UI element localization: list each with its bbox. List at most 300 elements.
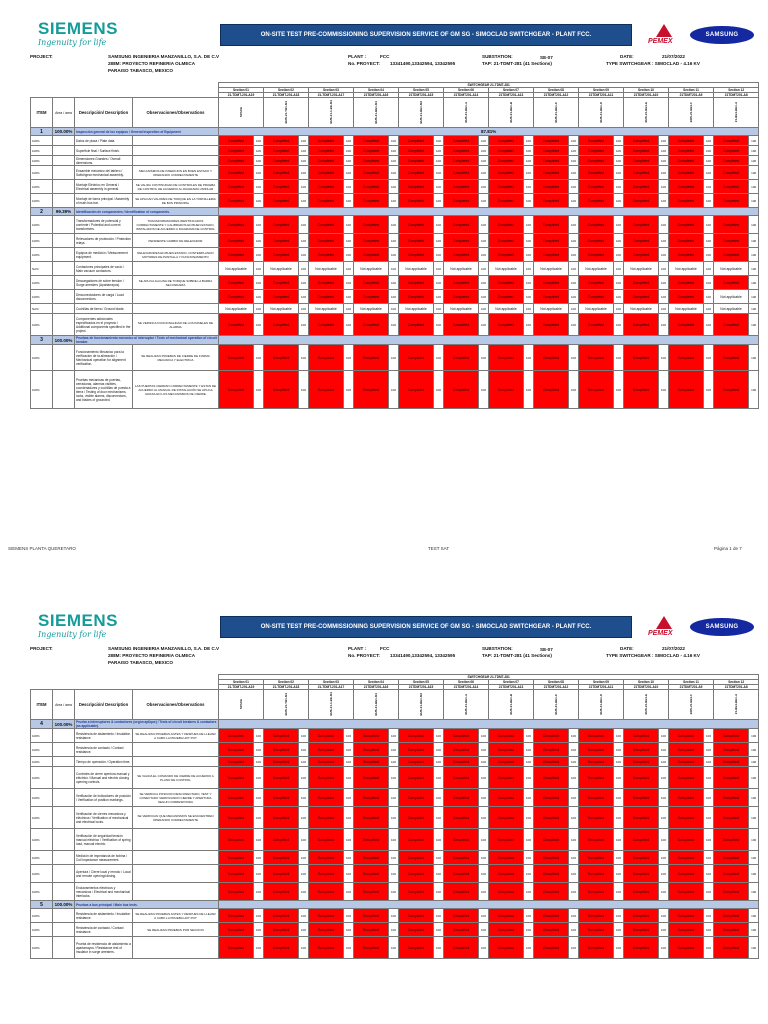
score-cell: 100 bbox=[434, 829, 444, 851]
status-cell: Completed bbox=[219, 166, 254, 180]
status-cell: Completed bbox=[624, 248, 659, 262]
score-cell: 100 bbox=[569, 865, 579, 883]
score-cell: 100 bbox=[659, 923, 669, 937]
score-cell: 100 bbox=[254, 729, 264, 743]
table-row: 100% Controles de cierre apertura manual y eléctrico / Manual and electric closing opening controls. SE VALIDA EL COMANDO DE CIERRE DE ACUERDO A PLANO DE CONTROL Completed 100 Completed 100 Completed 100 Completed 100 Completed 100 Completed 100 Completed 100 Completed 100 Completed 100 Completed 100 Completed 100 Completed 100 bbox=[31, 767, 759, 789]
section-name: Section 01 bbox=[219, 680, 264, 685]
score-cell: 100 bbox=[704, 156, 714, 166]
table-row: NA% Contactores principales de vacío / Main vacuum contactors. Not applicable 100 Not applicable 100 Not applicable 100 Not applicable 100 Not applicable 100 Not applicable 100 Not applicable 100 Not applicable 100 Not applicable 100 Not applicable 100 Not applicable 100 Not applicable 100 bbox=[31, 262, 759, 276]
status-cell: Completed bbox=[309, 909, 344, 923]
status-cell: Completed bbox=[579, 865, 614, 883]
status-cell: Completed bbox=[624, 345, 659, 371]
status-cell: Completed bbox=[264, 865, 299, 883]
status-cell: Not applicable bbox=[444, 262, 479, 276]
score-cell: 100 bbox=[479, 234, 489, 248]
siemens-logo: SIEMENS Ingenuity for life bbox=[38, 19, 119, 47]
section-name: Section 09 bbox=[579, 88, 624, 93]
status-cell: Completed bbox=[579, 909, 614, 923]
status-cell: Completed bbox=[714, 757, 749, 767]
status-cell: Completed bbox=[669, 216, 704, 234]
status-cell: Completed bbox=[714, 216, 749, 234]
status-cell: Completed bbox=[309, 883, 344, 901]
score-cell: 100 bbox=[749, 136, 759, 146]
row-description: Verificación de indicadores de posición / Verification of position markings. bbox=[75, 789, 133, 807]
section-load: BUS-21-BE1-M2 bbox=[399, 690, 444, 720]
row-observation: TRANSFORMADORES IDENTIFICADOS CORRECTAMENTE Y CALIBRADOS EN BUEN ESTADO, INSTALADOS DE ACUERDO A DIAGRAMA DE CONTROL bbox=[133, 216, 219, 234]
score-cell: 100 bbox=[704, 248, 714, 262]
status-cell: Completed bbox=[714, 909, 749, 923]
status-cell: Completed bbox=[309, 829, 344, 851]
section-name: Section 09 bbox=[579, 680, 624, 685]
status-cell: Completed bbox=[624, 767, 659, 789]
score-cell: 100 bbox=[254, 757, 264, 767]
score-cell: 100 bbox=[614, 743, 624, 757]
status-cell: Not applicable bbox=[219, 262, 254, 276]
status-cell: Completed bbox=[669, 757, 704, 767]
score-cell: 100 bbox=[749, 146, 759, 156]
table-row: 100% Desconectadores de carga / Load disconnectors. Completed 100 Completed 100 Completed 100 Completed 100 Completed 100 Completed 100 Completed 100 Completed 100 Completed 100 Completed 100 Completed 100 Not applicable 100 bbox=[31, 290, 759, 304]
status-cell: Completed bbox=[444, 923, 479, 937]
status-cell: Completed bbox=[219, 767, 254, 789]
status-cell: Completed bbox=[579, 743, 614, 757]
score-cell: 100 bbox=[749, 807, 759, 829]
status-cell: Completed bbox=[534, 729, 569, 743]
score-cell: 100 bbox=[434, 865, 444, 883]
score-cell: 100 bbox=[569, 216, 579, 234]
score-cell: 100 bbox=[524, 314, 534, 336]
status-cell: Completed bbox=[399, 276, 434, 290]
score-cell: 100 bbox=[254, 789, 264, 807]
status-cell: Completed bbox=[579, 923, 614, 937]
row-observation bbox=[133, 136, 219, 146]
status-cell: Completed bbox=[219, 807, 254, 829]
score-cell: 100 bbox=[704, 262, 714, 276]
section-code: 21TDMT201-A10 bbox=[624, 685, 669, 690]
status-cell: Completed bbox=[354, 248, 389, 262]
status-cell: Completed bbox=[714, 923, 749, 937]
score-cell: 100 bbox=[524, 767, 534, 789]
status-cell: Completed bbox=[669, 234, 704, 248]
status-cell: Completed bbox=[534, 789, 569, 807]
status-cell: Completed bbox=[399, 314, 434, 336]
col-description: Descripción/ Description bbox=[75, 98, 133, 128]
page-2 bbox=[0, 578, 768, 1024]
row-observation: SE APLICAN VALORES DE TORQUE EN LA TORNILLERIA DE BUS PRINCIPAL bbox=[133, 194, 219, 208]
status-cell: Not applicable bbox=[399, 304, 434, 314]
status-cell: Not applicable bbox=[714, 290, 749, 304]
status-cell: Not applicable bbox=[714, 262, 749, 276]
status-cell: Completed bbox=[264, 156, 299, 166]
status-cell: Completed bbox=[534, 743, 569, 757]
score-cell: 100 bbox=[659, 865, 669, 883]
status-cell: Not applicable bbox=[489, 262, 524, 276]
score-cell: 100 bbox=[479, 767, 489, 789]
status-cell: Completed bbox=[534, 290, 569, 304]
score-cell: 100 bbox=[749, 371, 759, 409]
score-cell: 100 bbox=[479, 314, 489, 336]
switchgear-header: SWITCHGEAR 21-TDMT-281 bbox=[219, 83, 759, 88]
status-cell: Completed bbox=[714, 276, 749, 290]
score-cell: 100 bbox=[659, 729, 669, 743]
status-cell: Completed bbox=[669, 923, 704, 937]
score-cell: 100 bbox=[614, 262, 624, 276]
status-cell: Completed bbox=[309, 248, 344, 262]
status-cell: Completed bbox=[669, 146, 704, 156]
score-cell: 100 bbox=[389, 345, 399, 371]
status-cell: Completed bbox=[669, 743, 704, 757]
score-cell: 100 bbox=[479, 743, 489, 757]
score-cell: 100 bbox=[344, 937, 354, 959]
score-cell: 100 bbox=[659, 807, 669, 829]
score-cell: 100 bbox=[254, 262, 264, 276]
score-cell: 100 bbox=[614, 729, 624, 743]
status-cell: Completed bbox=[579, 345, 614, 371]
score-cell: 100 bbox=[749, 276, 759, 290]
status-cell: Completed bbox=[264, 743, 299, 757]
status-cell: Completed bbox=[714, 789, 749, 807]
status-cell: Completed bbox=[579, 248, 614, 262]
status-cell: Completed bbox=[219, 146, 254, 156]
score-cell: 100 bbox=[659, 345, 669, 371]
score-cell: 100 bbox=[344, 304, 354, 314]
score-cell: 100 bbox=[524, 180, 534, 194]
score-cell: 100 bbox=[479, 909, 489, 923]
row-description: Apertura / Cierre local y remoto / Local and remote opening/closing. bbox=[75, 865, 133, 883]
status-cell: Completed bbox=[669, 248, 704, 262]
score-cell: 100 bbox=[434, 371, 444, 409]
score-cell: 100 bbox=[614, 789, 624, 807]
section-name: Section 03 bbox=[309, 88, 354, 93]
status-cell: Completed bbox=[624, 743, 659, 757]
score-cell: 100 bbox=[479, 290, 489, 304]
score-cell: 100 bbox=[659, 166, 669, 180]
score-cell: 100 bbox=[524, 743, 534, 757]
status-cell: Completed bbox=[579, 216, 614, 234]
status-cell: Completed bbox=[669, 166, 704, 180]
status-cell: Completed bbox=[399, 865, 434, 883]
status-cell: Completed bbox=[714, 345, 749, 371]
status-cell: Completed bbox=[309, 807, 344, 829]
score-cell: 100 bbox=[389, 180, 399, 194]
status-cell: Completed bbox=[399, 345, 434, 371]
status-cell: Completed bbox=[489, 290, 524, 304]
score-cell: 100 bbox=[389, 146, 399, 156]
section-load: BUS-21-BE1-A bbox=[444, 98, 489, 128]
status-cell: Completed bbox=[534, 216, 569, 234]
score-cell: 100 bbox=[569, 937, 579, 959]
score-cell: 100 bbox=[749, 290, 759, 304]
status-cell: Completed bbox=[264, 851, 299, 865]
status-cell: Completed bbox=[444, 807, 479, 829]
test-table-page-2 bbox=[30, 674, 759, 959]
status-cell: Completed bbox=[714, 807, 749, 829]
row-observation bbox=[133, 937, 219, 959]
score-cell: 100 bbox=[254, 371, 264, 409]
status-cell: Completed bbox=[714, 136, 749, 146]
status-cell: Completed bbox=[714, 851, 749, 865]
score-cell: 100 bbox=[344, 248, 354, 262]
col-observations: Observaciones/Observations bbox=[133, 690, 219, 720]
status-cell: Completed bbox=[399, 851, 434, 865]
status-cell: Completed bbox=[399, 290, 434, 304]
score-cell: 100 bbox=[344, 757, 354, 767]
status-cell: Completed bbox=[534, 146, 569, 156]
row-description: Resistencia de contacto / Contact resistance. bbox=[75, 923, 133, 937]
section-code: 21TDMT201-A12 bbox=[534, 93, 579, 98]
status-cell: Completed bbox=[579, 937, 614, 959]
status-cell: Completed bbox=[669, 290, 704, 304]
pemex-logo: PEMEX bbox=[642, 24, 690, 48]
score-cell: 100 bbox=[434, 234, 444, 248]
section-load: BUS-21-BE1-C bbox=[534, 690, 579, 720]
status-cell: Completed bbox=[444, 248, 479, 262]
row-description: Ensamble mecanico del tablero / Switchgear mechanical assembly. bbox=[75, 166, 133, 180]
score-cell: 100 bbox=[749, 234, 759, 248]
score-cell: 100 bbox=[704, 789, 714, 807]
score-cell: 100 bbox=[254, 865, 264, 883]
status-cell: Completed bbox=[444, 937, 479, 959]
status-cell: Completed bbox=[669, 937, 704, 959]
section-load: BUS-21-1-BE-M1 bbox=[309, 98, 354, 128]
score-cell: 100 bbox=[524, 194, 534, 208]
score-cell: 100 bbox=[614, 767, 624, 789]
title-banner: ON-SITE TEST PRE-COMMISSIONING SUPERVISION SERVICE OF GM SG - SIMOCLAD SWITCHGEAR - PLANT FCC. bbox=[220, 616, 632, 638]
section-code: 21-TDMT-201-A19 bbox=[219, 685, 264, 690]
section-code: 21TDMT201-A8 bbox=[714, 93, 759, 98]
status-cell: Completed bbox=[309, 136, 344, 146]
score-cell: 100 bbox=[389, 729, 399, 743]
section-load: BUS-21-BE1-D bbox=[579, 98, 624, 128]
status-cell: Completed bbox=[354, 767, 389, 789]
section-code: 21TDMT201-A13 bbox=[489, 685, 534, 690]
score-cell: 100 bbox=[434, 156, 444, 166]
status-cell: Completed bbox=[624, 136, 659, 146]
score-cell: 100 bbox=[344, 909, 354, 923]
status-cell: Not applicable bbox=[309, 262, 344, 276]
section-name: Section 02 bbox=[264, 88, 309, 93]
score-cell: 100 bbox=[344, 851, 354, 865]
score-cell: 100 bbox=[704, 234, 714, 248]
status-cell: Completed bbox=[489, 789, 524, 807]
status-cell: Completed bbox=[579, 729, 614, 743]
score-cell: 100 bbox=[344, 180, 354, 194]
score-cell: 100 bbox=[479, 371, 489, 409]
table-row: 100% Resistencia de aislamiento / Insulation resistance. SE REALIZAN PRUEBAS ANTES Y DESPUES DE LLEVAR A CABO LA PRUEBA HOT POT Completed 100 Completed 100 Completed 100 Completed 100 Completed 100 Completed 100 Completed 100 Completed 100 Completed 100 Completed 100 Completed 100 Completed 100 bbox=[31, 729, 759, 743]
score-cell: 100 bbox=[254, 136, 264, 146]
row-observation: SE APLICA ALGUNA DE TORQUE SOBRE LA BARRA SECUNDARIA bbox=[133, 276, 219, 290]
score-cell: 100 bbox=[254, 743, 264, 757]
score-cell: 100 bbox=[704, 216, 714, 234]
score-cell: 100 bbox=[749, 923, 759, 937]
status-cell: Completed bbox=[444, 767, 479, 789]
status-cell: Completed bbox=[309, 146, 344, 156]
status-cell: Completed bbox=[489, 314, 524, 336]
score-cell: 100 bbox=[524, 146, 534, 156]
score-cell: 100 bbox=[659, 371, 669, 409]
status-cell: Not applicable bbox=[669, 304, 704, 314]
status-cell: Completed bbox=[444, 314, 479, 336]
status-cell: Completed bbox=[534, 276, 569, 290]
row-observation bbox=[133, 290, 219, 304]
score-cell: 100 bbox=[479, 883, 489, 901]
score-cell: 100 bbox=[344, 146, 354, 156]
status-cell: Completed bbox=[624, 729, 659, 743]
row-description: Resistencia de aislamiento / Insulation resistance. bbox=[75, 729, 133, 743]
row-observation: SE REALIZAN PRUEBAS ANTES Y DESPUES DE LLEVAR A CABO LA PRUEBA HOT POT bbox=[133, 909, 219, 923]
score-cell: 100 bbox=[659, 234, 669, 248]
score-cell: 100 bbox=[254, 276, 264, 290]
score-cell: 100 bbox=[614, 156, 624, 166]
status-cell: Not applicable bbox=[714, 304, 749, 314]
score-cell: 100 bbox=[299, 851, 309, 865]
section-name: Section 11 bbox=[669, 88, 714, 93]
status-cell: Completed bbox=[354, 909, 389, 923]
score-cell: 100 bbox=[434, 807, 444, 829]
col-area: Area / area bbox=[53, 98, 75, 128]
row-observation: SE REALIZAN PRUEBAS ANTES Y DESPUES DE LLEVAR A CABO LA PRUEBA HOT POT bbox=[133, 729, 219, 743]
status-cell: Completed bbox=[624, 937, 659, 959]
score-cell: 100 bbox=[299, 314, 309, 336]
score-cell: 100 bbox=[344, 234, 354, 248]
score-cell: 100 bbox=[704, 314, 714, 336]
section-code: 21-TDMT-201-A18 bbox=[264, 685, 309, 690]
score-cell: 100 bbox=[344, 743, 354, 757]
table-row: 100% Dimensiones Grandes / Overall dimensions. Completed 100 Completed 100 Completed 100 Completed 100 Completed 100 Completed 100 Completed 100 Completed 100 Completed 100 Completed 100 Completed 100 Completed 100 bbox=[31, 156, 759, 166]
row-observation bbox=[133, 262, 219, 276]
status-cell: Completed bbox=[354, 371, 389, 409]
section-code: 21TDMT201-A16 bbox=[354, 93, 399, 98]
status-cell: Completed bbox=[489, 829, 524, 851]
status-cell: Completed bbox=[579, 166, 614, 180]
score-cell: 100 bbox=[299, 216, 309, 234]
section-code: 21TDMT201-A15 bbox=[399, 93, 444, 98]
score-cell: 100 bbox=[569, 371, 579, 409]
table-row: 100% Descargadores de sobre tension / Surge arresters (Apartarrayos). SE APLICA ALGUNA DE TORQUE SOBRE LA BARRA SECUNDARIA Completed 100 Completed 100 Completed 100 Completed 100 Completed 100 Completed 100 Completed 100 Completed 100 Completed 100 Completed 100 Completed 100 Completed 100 bbox=[31, 276, 759, 290]
status-cell: Completed bbox=[354, 807, 389, 829]
status-cell: Completed bbox=[309, 789, 344, 807]
col-description: Descripción/ Description bbox=[75, 690, 133, 720]
score-cell: 100 bbox=[749, 194, 759, 208]
table-row: 100% Resistencia de contacto / Contact resistance. Completed 100 Completed 100 Completed 100 Completed 100 Completed 100 Completed 100 Completed 100 Completed 100 Completed 100 Completed 100 Completed 100 Completed 100 bbox=[31, 743, 759, 757]
status-cell: Completed bbox=[264, 789, 299, 807]
score-cell: 100 bbox=[524, 234, 534, 248]
score-cell: 100 bbox=[614, 276, 624, 290]
group-row: 4 100.00% Prueba a interruptores & contactores (según aplique) / Tests of circuit breakers & contactors (as applicable). bbox=[31, 720, 759, 729]
status-cell: Completed bbox=[399, 146, 434, 156]
status-cell: Completed bbox=[309, 194, 344, 208]
score-cell: 100 bbox=[704, 136, 714, 146]
samsung-logo: SAMSUNG bbox=[690, 618, 754, 636]
score-cell: 100 bbox=[659, 883, 669, 901]
status-cell: Completed bbox=[219, 851, 254, 865]
status-cell: Completed bbox=[219, 757, 254, 767]
score-cell: 100 bbox=[389, 851, 399, 865]
score-cell: 100 bbox=[524, 829, 534, 851]
score-cell: 100 bbox=[749, 767, 759, 789]
status-cell: Completed bbox=[444, 865, 479, 883]
score-cell: 100 bbox=[254, 180, 264, 194]
row-description: Resistencia de contacto / Contact resistance. bbox=[75, 743, 133, 757]
status-cell: Not applicable bbox=[219, 304, 254, 314]
status-cell: Completed bbox=[579, 883, 614, 901]
status-cell: Completed bbox=[714, 146, 749, 156]
section-load: BUS-21-BE1-F bbox=[669, 690, 714, 720]
status-cell: Completed bbox=[399, 743, 434, 757]
status-cell: Completed bbox=[534, 194, 569, 208]
score-cell: 100 bbox=[659, 262, 669, 276]
status-cell: Completed bbox=[624, 789, 659, 807]
status-cell: Completed bbox=[489, 216, 524, 234]
score-cell: 100 bbox=[569, 146, 579, 156]
row-observation: SE REALIZAN PRUEBAS POR SECCION bbox=[133, 923, 219, 937]
status-cell: Completed bbox=[309, 314, 344, 336]
status-cell: Completed bbox=[624, 807, 659, 829]
score-cell: 100 bbox=[749, 883, 759, 901]
score-cell: 100 bbox=[389, 371, 399, 409]
row-observation bbox=[133, 851, 219, 865]
score-cell: 100 bbox=[704, 851, 714, 865]
section-load: 21-BE1-BE1-A bbox=[714, 98, 759, 128]
group-row: 3 100.00% Pruebas de funcionamiento mecanico al interruptor / Tests of mechanical operation of circuit breaker. bbox=[31, 336, 759, 345]
status-cell: Not applicable bbox=[534, 304, 569, 314]
status-cell: Completed bbox=[669, 789, 704, 807]
status-cell: Completed bbox=[219, 829, 254, 851]
status-cell: Completed bbox=[669, 156, 704, 166]
score-cell: 100 bbox=[659, 304, 669, 314]
status-cell: Completed bbox=[534, 883, 569, 901]
status-cell: Completed bbox=[714, 743, 749, 757]
score-cell: 100 bbox=[389, 937, 399, 959]
score-cell: 100 bbox=[704, 883, 714, 901]
table-row: 100% Ensamble mecanico del tablero / Switchgear mechanical assembly. MECANISMOS DE INSERCION EN BUEN ESTADO Y OPERANDO CORRECTAMENTE Completed 100 Completed 100 Completed 100 Completed 100 Completed 100 Completed 100 Completed 100 Completed 100 Completed 100 Completed 100 Completed 100 Completed 100 bbox=[31, 166, 759, 180]
section-load: BUS-21-BE1-M1 bbox=[354, 98, 399, 128]
status-cell: Completed bbox=[354, 216, 389, 234]
section-code: 21TDMT201-A13 bbox=[489, 93, 534, 98]
row-description: Controles de cierre apertura manual y eléctrico / Manual and electric closing opening controls. bbox=[75, 767, 133, 789]
score-cell: 100 bbox=[749, 829, 759, 851]
score-cell: 100 bbox=[524, 166, 534, 180]
status-cell: Completed bbox=[399, 371, 434, 409]
status-cell: Completed bbox=[264, 829, 299, 851]
section-name: Section 05 bbox=[399, 88, 444, 93]
score-cell: 100 bbox=[614, 194, 624, 208]
status-cell: Completed bbox=[714, 234, 749, 248]
table-row: 100% Datos de placa / Plate data. Completed 100 Completed 100 Completed 100 Completed 100 Completed 100 Completed 100 Completed 100 Completed 100 Completed 100 Completed 100 Completed 100 Completed 100 bbox=[31, 136, 759, 146]
score-cell: 100 bbox=[254, 194, 264, 208]
score-cell: 100 bbox=[434, 851, 444, 865]
score-cell: 100 bbox=[479, 216, 489, 234]
status-cell: Completed bbox=[489, 923, 524, 937]
status-cell: Completed bbox=[579, 767, 614, 789]
status-cell: Completed bbox=[399, 757, 434, 767]
score-cell: 100 bbox=[344, 767, 354, 789]
row-description: Tiempo de operación / Operation time. bbox=[75, 757, 133, 767]
row-description: Verificación de seguridad tensión manual eléctrico / Verification of spring load, manual electric. bbox=[75, 829, 133, 851]
status-cell: Completed bbox=[264, 166, 299, 180]
status-cell: Not applicable bbox=[444, 304, 479, 314]
status-cell: Completed bbox=[219, 194, 254, 208]
status-cell: Completed bbox=[264, 767, 299, 789]
score-cell: 100 bbox=[569, 276, 579, 290]
score-cell: 100 bbox=[614, 865, 624, 883]
status-cell: Completed bbox=[354, 345, 389, 371]
status-cell: Completed bbox=[309, 743, 344, 757]
status-cell: Completed bbox=[399, 807, 434, 829]
score-cell: 100 bbox=[299, 304, 309, 314]
score-cell: 100 bbox=[569, 789, 579, 807]
score-cell: 100 bbox=[704, 304, 714, 314]
status-cell: Not applicable bbox=[624, 304, 659, 314]
